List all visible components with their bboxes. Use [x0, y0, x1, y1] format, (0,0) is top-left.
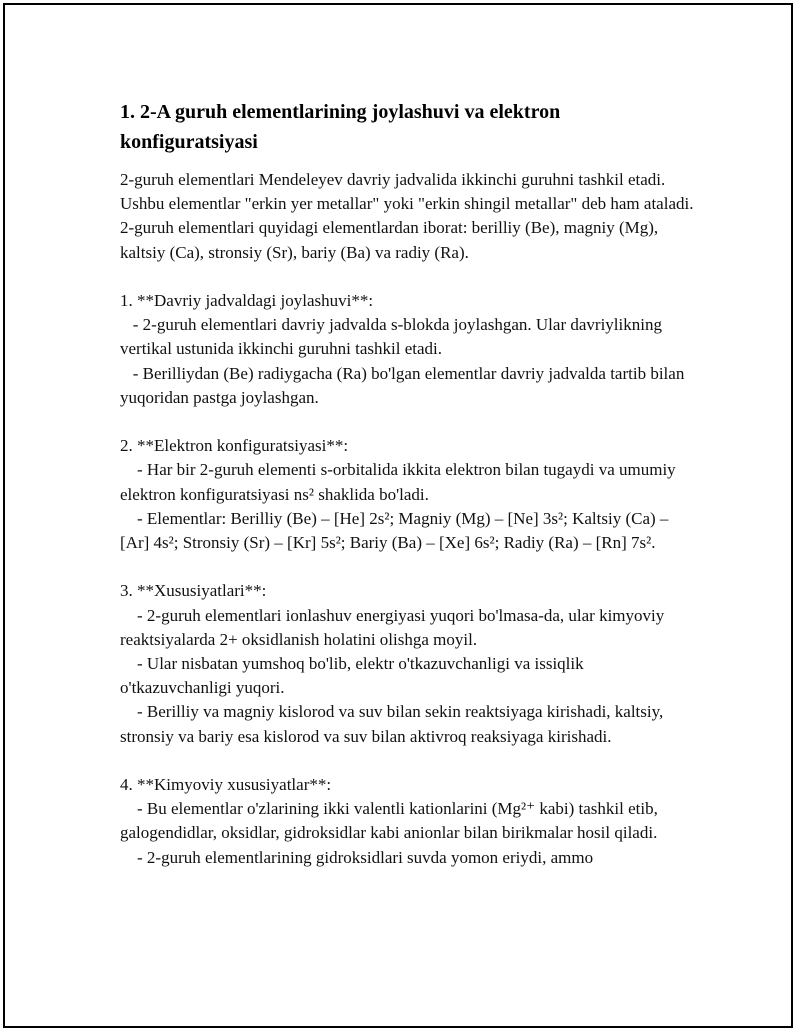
section-3-item-3: - Berilliy va magniy kislorod va suv bilan sekin reaktsiyaga kirishadi, kaltsiy, stronsiy va bariy esa kislorod va suv bilan aktivroq reaksiyaga kirishadi.: [120, 702, 668, 746]
section-1-item-2: - Berilliydan (Be) radiygacha (Ra) bo'lgan elementlar davriy jadvalda tartib bilan yuqoridan pastga joylashgan.: [120, 363, 689, 407]
section-2-heading: 2. **Elektron konfiguratsiyasi**:: [120, 436, 349, 456]
paragraph-gap: [120, 749, 695, 773]
section-2-item-2: - Elementlar: Berilliy (Be) – [He] 2s²; Magniy (Mg) – [Ne] 3s²; Kaltsiy (Ca) – [Ar] 4s²; Stronsiy (Sr) – [Kr] 5s²; Bariy (Ba) – [Xe] 6s²; Radiy (Ra) – [Rn] 7s².: [120, 508, 673, 553]
section-4-item-2: - 2-guruh elementlarining gidroksidlari suvda yomon eriydi, ammo: [120, 847, 594, 867]
section-2-item-1: - Har bir 2-guruh elementi s-orbitalida ikkita elektron bilan tugaydi va umumiy elektron konfiguratsiyasi ns² shaklida bo'ladi.: [120, 460, 680, 504]
document-content: [120, 97, 698, 870]
paragraph-gap: [120, 410, 695, 434]
section-4-heading: 4. **Kimyoviy xususiyatlar**:: [120, 775, 332, 795]
document-title: 1. 2-A guruh elementlarining joylashuvi va elektron konfiguratsiyasi: [120, 101, 561, 153]
section-4-item-1: - Bu elementlar o'zlarining ikki valentli kationlarini (Mg²⁺ kabi) tashkil etib, galogendidlar, oksidlar, gidroksidlar kabi anionlar bilan birikmalar hosil qiladi.: [120, 799, 663, 843]
section-3-item-2: - Ular nisbatan yumshoq bo'lib, elektr o'tkazuvchanligi va issiqlik o'tkazuvchanligi yuqori.: [120, 654, 588, 698]
document-page: [3, 3, 793, 1028]
section-1-item-1: - 2-guruh elementlari davriy jadvalda s-blokda joylashgan. Ular davriylikning vertikal ustunida ikkinchi guruhni tashkil etadi.: [120, 315, 667, 359]
section-1-heading: 1. **Davriy jadvaldagi joylashuvi**:: [120, 291, 374, 310]
section-3-item-1: - 2-guruh elementlari ionlashuv energiyasi yuqori bo'lmasa-da, ular kimyoviy reaktsiyalarda 2+ oksidlanish holatini olishga moyil.: [120, 605, 669, 649]
section-3-heading: 3. **Xususiyatlari**:: [120, 581, 267, 601]
paragraph-gap: [120, 555, 695, 579]
paragraph-gap: [120, 265, 695, 289]
intro-paragraph: 2-guruh elementlari Mendeleyev davriy jadvalida ikkinchi guruhni tashkil etadi. Ushbu elementlar "erkin yer metallar" yoki "erkin shingil metallar" deb ham ataladi. 2-guruh elementlari quyidagi elementlardan iborat: berilliy (Be), magniy (Mg), kaltsiy (Ca), stronsiy (Sr), bariy (Ba) va radiy (Ra).: [120, 170, 698, 262]
